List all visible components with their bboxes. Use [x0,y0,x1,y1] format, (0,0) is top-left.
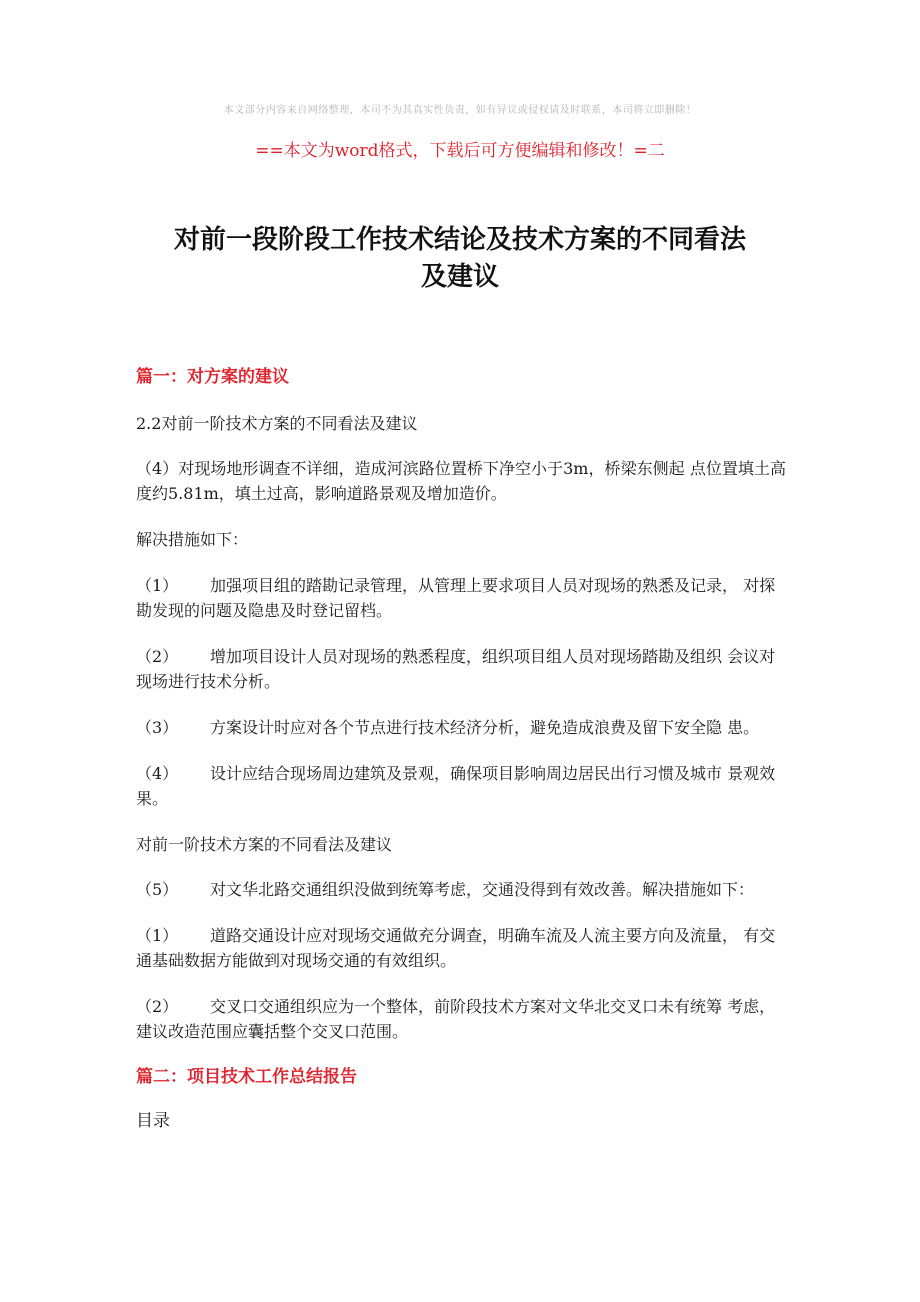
measure-number: （4） [136,764,179,783]
toc-label: 目录 [136,1111,170,1131]
measure-text: 方案设计时应对各个节点进行技术经济分析，避免造成浪费及留下安全隐 患。 [210,718,760,737]
section-heading-1: 篇一：对方案的建议 [136,367,289,387]
measure-text: 道路交通设计应对现场交通做充分调查，明确车流及人流主要方向及流量， 有交通基础数据方能做到对现场交通的有效组织。 [136,926,776,970]
section-subtitle-2: 对前一阶技术方案的不同看法及建议 [136,835,393,854]
measure2-item-1 [136,923,786,973]
measure-text: 设计应结合现场周边建筑及景观，确保项目影响周边居民出行习惯及城市 景观效果。 [136,764,776,808]
section-subtitle: 2.2对前一阶技术方案的不同看法及建议 [136,414,418,433]
point-4-paragraph: （4）对现场地形调查不详细，造成河滨路位置桥下净空小于3m，桥梁东侧起 点位置填土高度约5.81m，填土过高，影响道路景观及增加造价。 [136,459,786,503]
point-number: （5） [136,880,179,899]
measure2-item-2 [136,994,786,1044]
measure-number: （2） [136,997,179,1016]
measure-item-3 [136,715,786,740]
measure-item-1 [136,573,786,623]
document-title [120,222,800,296]
point-text: 对文华北路交通组织没做到统筹考虑，交通没得到有效改善。解决措施如下： [210,880,755,899]
measure-text: 增加项目设计人员对现场的熟悉程度，组织项目组人员对现场踏勘及组织 会议对现场进行技术分析。 [136,647,776,691]
document-body [136,364,786,1134]
measure-number: （1） [136,576,179,595]
measure-text: 交叉口交通组织应为一个整体，前阶段技术方案对文华北交叉口未有统筹 考虑，建议改造范围应囊括整个交叉口范围。 [136,997,776,1041]
disclaimer-text: 本文部分内容来自网络整理，本司不为其真实性负责，如有异议或侵权请及时联系，本司将立即删除！ [223,105,697,116]
measure-item-4 [136,761,786,811]
measure-text: 加强项目组的踏勘记录管理，从管理上要求项目人员对现场的熟悉及记录， 对探勘发现的问题及隐患及时登记留档。 [136,576,776,620]
measure-number: （2） [136,647,179,666]
measure-number: （3） [136,718,179,737]
section-heading-2: 篇二：项目技术工作总结报告 [136,1067,357,1087]
measure-item-2 [136,644,786,694]
measures-label: 解决措施如下： [136,530,249,549]
title-line-2: 及建议 [420,262,499,292]
measure-number: （1） [136,926,179,945]
word-format-notice: ==本文为word格式，下载后可方便编辑和修改！=二 [255,141,665,161]
point-5-paragraph [136,877,786,902]
title-line-1: 对前一段阶段工作技术结论及技术方案的不同看法 [173,225,746,255]
